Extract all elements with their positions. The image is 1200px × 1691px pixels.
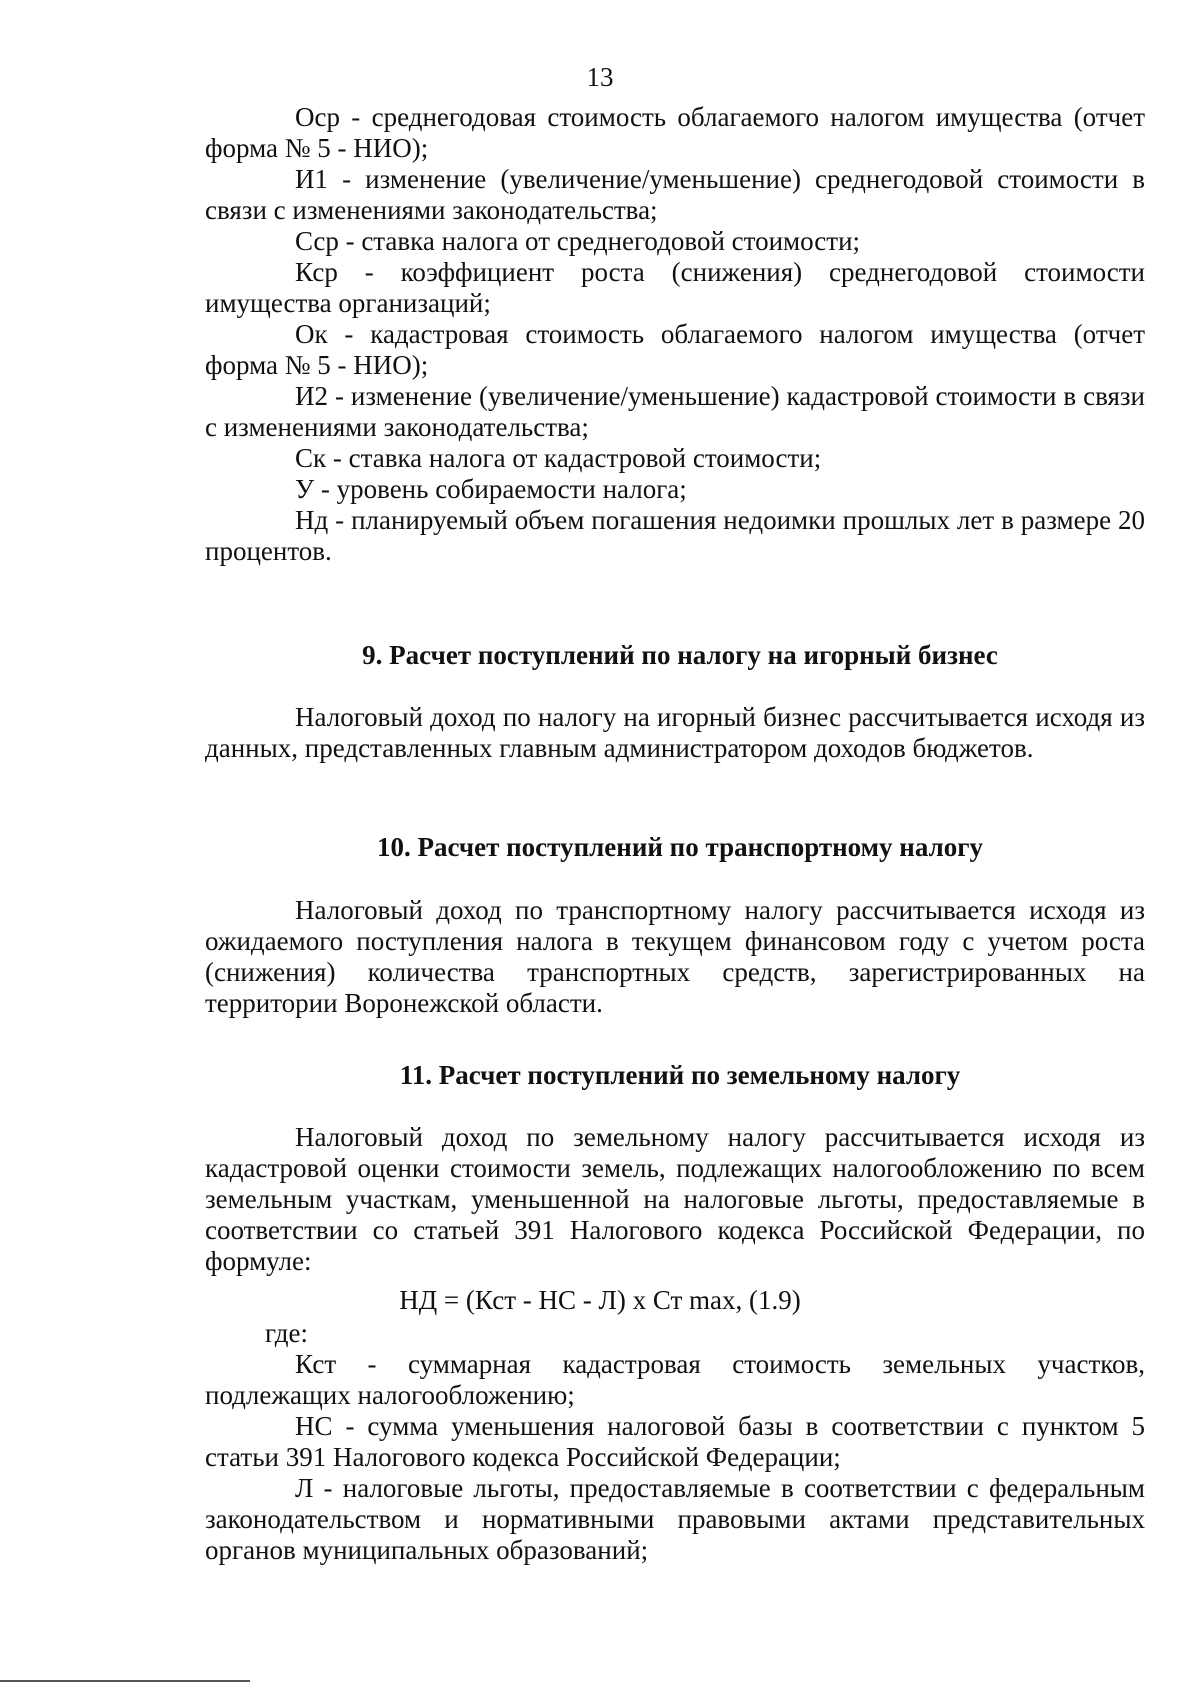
definition-item: Кср - коэффициент роста (снижения) среднегодовой стоимости имущества организаций;: [205, 257, 1145, 318]
paragraph: Налоговый доход по транспортному налогу рассчитывается исходя из ожидаемого поступления налога в текущем финансовом году с учетом роста (снижения) количества транспортных средств, зарегистрированных на территории Воронежской области.: [205, 895, 1145, 1018]
definition-item: Нд - планируемый объем погашения недоимки прошлых лет в размере 20 процентов.: [205, 505, 1145, 566]
definition-item: Л - налоговые льготы, предоставляемые в соответствии с федеральным законодательством и нормативными правовыми актами представительных органов муниципальных образований;: [205, 1473, 1145, 1565]
section11-heading: 11. Расчет поступлений по земельному налогу: [399, 1060, 961, 1090]
definition-item: Оср - среднегодовая стоимость облагаемого налогом имущества (отчет форма № 5 - НИО);: [205, 102, 1145, 163]
definition-item: Ск - ставка налога от кадастровой стоимости;: [295, 443, 822, 473]
formula: НД = (Кст - НС - Л) х Ст max, (1.9): [399, 1285, 801, 1315]
definition-item: У - уровень собираемости налога;: [295, 474, 687, 504]
paragraph: Налоговый доход по земельному налогу рассчитывается исходя из кадастровой оценки стоимости земель, подлежащих налогообложению по всем земельным участкам, уменьшенной на налоговые льготы, предоставляемые в соответствии со статьей 391 Налогового кодекса Российской Федерации, по формуле:: [205, 1122, 1145, 1276]
section9-body: [205, 702, 1145, 764]
definition-item: И2 - изменение (увеличение/уменьшение) кадастровой стоимости в связи с изменениями законодательства;: [205, 381, 1145, 442]
bottom-border-line: [0, 1680, 250, 1682]
where-label: где:: [265, 1318, 308, 1348]
paragraph: Налоговый доход по налогу на игорный бизнес рассчитывается исходя из данных, представленных главным администратором доходов бюджетов.: [205, 702, 1145, 763]
definition-item: Кст - суммарная кадастровая стоимость земельных участков, подлежащих налогообложению;: [205, 1349, 1145, 1410]
section8-definitions: [205, 102, 1145, 567]
definition-item: НС - сумма уменьшения налоговой базы в соответствии с пунктом 5 статьи 391 Налогового кодекса Российской Федерации;: [205, 1411, 1145, 1472]
section9-heading: 9. Расчет поступлений по налогу на игорный бизнес: [362, 640, 998, 670]
section10-body: [205, 895, 1145, 1019]
definition-item: Ок - кадастровая стоимость облагаемого налогом имущества (отчет форма № 5 - НИО);: [205, 319, 1145, 380]
page-number: 13: [586, 62, 614, 92]
section10-heading: 10. Расчет поступлений по транспортному налогу: [376, 832, 984, 862]
definition-item: И1 - изменение (увеличение/уменьшение) среднегодовой стоимости в связи с изменениями законодательства;: [205, 164, 1145, 225]
section11-definitions: [205, 1318, 1145, 1566]
definition-item: Сср - ставка налога от среднегодовой стоимости;: [295, 226, 861, 256]
section11-body: [205, 1122, 1145, 1277]
